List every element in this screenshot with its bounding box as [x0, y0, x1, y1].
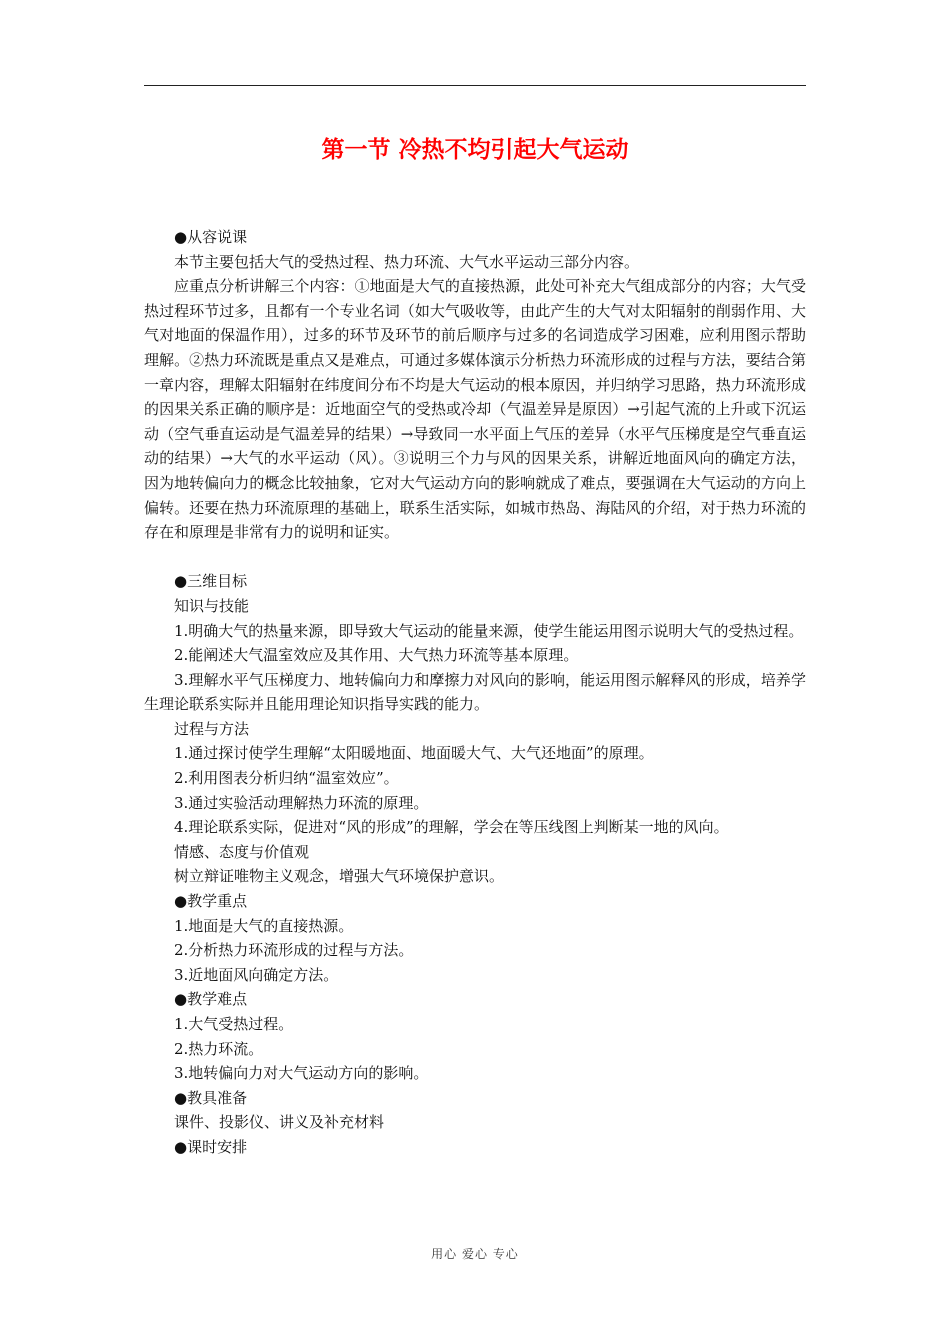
section-heading-goals: ●三维目标	[174, 572, 248, 591]
process-item: 4.理论联系实际，促进对“风的形成”的理解，学会在等压线图上判断某一地的风向。	[174, 818, 729, 837]
page-footer: 用心 爱心 专心	[431, 1247, 519, 1261]
subheading-emotion: 情感、态度与价值观	[174, 842, 310, 861]
key-point-item: 1.地面是大气的直接热源。	[174, 916, 354, 935]
knowledge-item: 1.明确大气的热量来源，即导致大气运动的能量来源，使学生能运用图示说明大气的受热过程。	[174, 621, 804, 640]
process-item: 3.通过实验活动理解热力环流的原理。	[174, 793, 429, 812]
difficulty-item: 2.热力环流。	[174, 1039, 264, 1058]
document-body	[144, 225, 806, 1160]
page-title: 第一节 冷热不均引起大气运动	[321, 137, 629, 163]
process-item: 2.利用图表分析归纳“温室效应”。	[174, 769, 399, 788]
intro-paragraph-1: 本节主要包括大气的受热过程、热力环流、大气水平运动三部分内容。	[174, 252, 640, 271]
process-item: 1.通过探讨使学生理解“太阳暖地面、地面暖大气、大气还地面”的原理。	[174, 744, 654, 763]
section-heading-intro: ●从容说课	[174, 228, 248, 246]
spacer	[144, 545, 806, 570]
key-point-item: 2.分析热力环流形成的过程与方法。	[174, 941, 414, 960]
tools-text: 课件、投影仪、讲义及补充材料	[174, 1113, 385, 1132]
subheading-knowledge: 知识与技能	[174, 596, 250, 615]
section-heading-schedule: ●课时安排	[174, 1137, 248, 1156]
key-point-item: 3.近地面风向确定方法。	[174, 965, 339, 984]
intro-paragraph-2: 应重点分析讲解三个内容：①地面是大气的直接热源，此处可补充大气组成部分的内容；大气受热过程环节过多，且都有一个专业名词（如大气吸收等，由此产生的大气对太阳辐射的削弱作用、大气对地面的保温作用），过多的环节及环节的前后顺序与过多的名词造成学习困难，应利用图示帮助理解。②热力环流既是重点又是难点，可通过多媒体演示分析热力环流形成的过程与方法，要结合第一章内容，理解太阳辐射在纬度间分布不均是大气运动的根本原因，并归纳学习思路，热力环流形成的因果关系正确的顺序是：近地面空气的受热或冷却（气温差异是原因）→引起气流的上升或下沉运动（空气垂直运动是气温差异的结果）→导致同一水平面上气压的差异（水平气压梯度是空气垂直运动的结果）→大气的水平运动（风）。③说明三个力与风的因果关系，讲解近地面风向的确定方法，因为地转偏向力的概念比较抽象，它对大气运动方向的影响就成了难点，要强调在大气运动的方向上偏转。还要在热力环流原理的基础上，联系生活实际，如城市热岛、海陆风的介绍，对于热力环流的存在和原理是非常有力的说明和证实。	[144, 277, 806, 542]
difficulty-item: 3.地转偏向力对大气运动方向的影响。	[174, 1064, 429, 1083]
difficulty-item: 1.大气受热过程。	[174, 1015, 294, 1033]
section-heading-key-points: ●教学重点	[174, 892, 248, 911]
subheading-process: 过程与方法	[174, 719, 250, 738]
section-heading-tools: ●教具准备	[174, 1088, 248, 1107]
header-rule	[144, 85, 806, 86]
section-heading-difficulties: ●教学难点	[174, 990, 248, 1009]
knowledge-item: 3.理解水平气压梯度力、地转偏向力和摩擦力对风向的影响，能运用图示解释风的形成，培养学生理论联系实际并且能用理论知识指导实践的能力。	[144, 670, 806, 714]
emotion-text: 树立辩证唯物主义观念，增强大气环境保护意识。	[174, 867, 505, 886]
knowledge-item: 2.能阐述大气温室效应及其作用、大气热力环流等基本原理。	[174, 646, 579, 665]
